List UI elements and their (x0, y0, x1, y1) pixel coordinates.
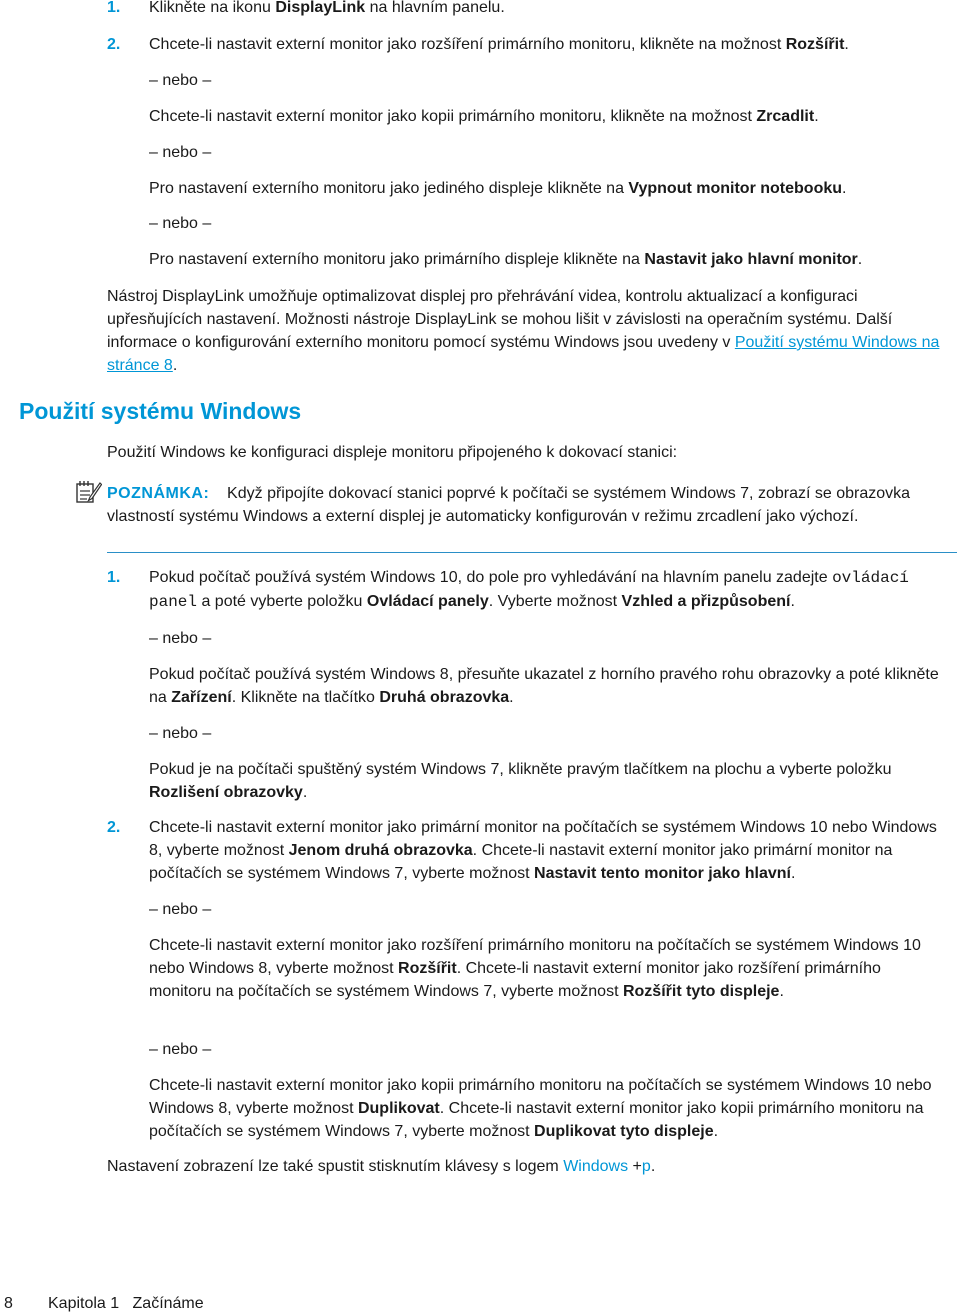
step-text: Pokud počítač používá systém Windows 10, do pole pro vyhledávání na hlavním panelu zadejte ovládací panel a poté vyberte položku Ovládací panely. Vyberte možnost Vzhled a přizpůsobení. (149, 569, 909, 611)
step-text: Pokud počítač používá systém Windows 8, přesuňte ukazatel z horního pravého rohu obrazovky a poté klikněte na Zařízení. Klikněte na tlačítko Druhá obrazovka. (149, 666, 939, 706)
step-text: Pro nastavení externího monitoru jako primárního displeje klikněte na Nastavit jako hlavní monitor. (149, 251, 863, 268)
code-text: ovládací panel (149, 569, 909, 611)
intro-paragraph: Nástroj DisplayLink umožňuje optimalizovat displej pro přehrávání videa, kontrolu aktualizací a konfiguraci upřesňujících nastavení. Možnosti nástroje DisplayLink se mohou lišit v závislosti na operačním systému. Další informace o konfigurování externího monitoru pomocí systému Windows jsou uvedeny v Použití systému Windows na stránce 8. (107, 288, 940, 374)
note-divider (107, 552, 957, 553)
step-number: 2. (107, 36, 121, 53)
or-separator: – nebo – (149, 72, 212, 89)
or-separator: – nebo – (149, 1041, 212, 1058)
section-heading: Použití systému Windows (19, 398, 302, 424)
note-icon (76, 480, 102, 504)
or-separator: – nebo – (149, 215, 212, 232)
or-separator: – nebo – (149, 144, 212, 161)
p-key-label: p (641, 1158, 651, 1175)
step-text: Chcete-li nastavit externí monitor jako primární monitor na počítačích se systémem Windows 10 nebo Windows 8, vyberte možnost Jenom druhá obrazovka. Chcete-li nastavit externí monitor jako primární monitor na počítačích se systémem Windows 7, vyberte možnost Nastavit tento monitor jako hlavní. (149, 819, 937, 882)
page-number: 8 (4, 1295, 13, 1312)
step-number: 1. (107, 0, 121, 16)
note-text: POZNÁMKA: Když připojíte dokovací stanici poprvé k počítači se systémem Windows 7, zobrazí se obrazovka vlastností systému Windows a externí displej je automaticky konfigurován v režimu zrcadlení jako výchozí. (107, 485, 911, 525)
step-text: Pokud je na počítači spuštěný systém Windows 7, klikněte pravým tlačítkem na plochu a vyberte položku Rozlišení obrazovky. (149, 761, 892, 801)
cross-reference-link[interactable]: Použití systému Windows na stránce 8 (107, 334, 940, 374)
step-text: Chcete-li nastavit externí monitor jako kopii primárního monitoru na počítačích se systémem Windows 10 nebo Windows 8, vyberte možnost Duplikovat. Chcete-li nastavit externí monitor jako kopii primárního monitoru na počítačích se systémem Windows 7, vyberte možnost Duplikovat tyto displeje. (149, 1077, 932, 1140)
section-lead: Použití Windows ke konfiguraci displeje monitoru připojeného k dokovací stanici: (107, 444, 678, 461)
chapter-title: Začínáme (132, 1295, 204, 1312)
step-text: Chcete-li nastavit externí monitor jako kopii primárního monitoru, klikněte na možnost Zrcadlit. (149, 108, 819, 125)
step-text: Klikněte na ikonu DisplayLink na hlavním panelu. (149, 0, 505, 16)
step-text: Chcete-li nastavit externí monitor jako rozšíření primárního monitoru na počítačích se systémem Windows 10 nebo Windows 8, vyberte možnost Rozšířit. Chcete-li nastavit externí monitor jako rozšíření primárního monitoru na počítačích se systémem Windows 7, vyberte možnost Rozšířit tyto displeje. (149, 937, 921, 1000)
note-label: POZNÁMKA: (107, 485, 210, 502)
step-number: 1. (107, 569, 121, 586)
or-separator: – nebo – (149, 630, 212, 647)
step-number: 2. (107, 819, 121, 836)
step-text: Pro nastavení externího monitoru jako jediného displeje klikněte na Vypnout monitor notebooku. (149, 180, 847, 197)
windows-key-label: Windows (563, 1158, 629, 1175)
or-separator: – nebo – (149, 725, 212, 742)
chapter-number: Kapitola 1 (48, 1295, 120, 1312)
footer-chapter (48, 1292, 204, 1315)
or-separator: – nebo – (149, 901, 212, 918)
closing-text: Nastavení zobrazení lze také spustit stisknutím klávesy s logem Windows +p. (107, 1158, 656, 1175)
step-text: Chcete-li nastavit externí monitor jako rozšíření primárního monitoru, klikněte na možnost Rozšířit. (149, 36, 849, 53)
